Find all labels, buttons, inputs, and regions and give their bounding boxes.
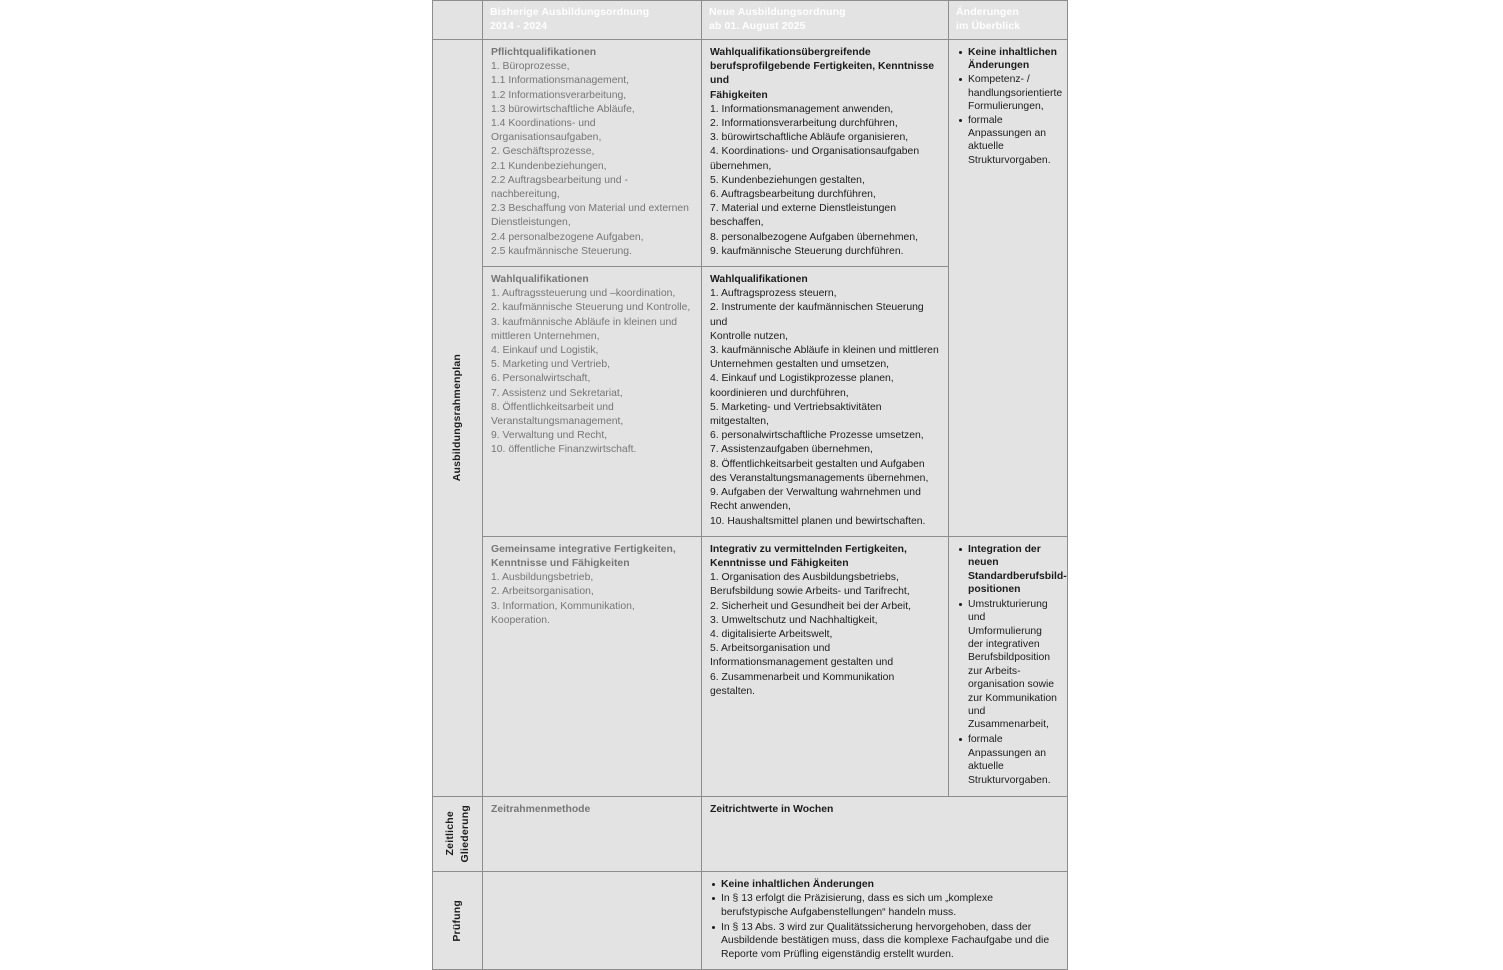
text-line: 2.3 Beschaffung von Material und externen [491,203,689,215]
side-label-zeitliche-line2: Gliederung [458,804,471,863]
text-line: Berufsbildung sowie Arbeits- und Tarifrecht, [710,586,910,598]
text-line: 1.1 Informationsmanagement, [491,75,630,87]
text-line: 5. Marketing- und Vertriebsaktivitäten [710,401,882,413]
new-integrativ-lines [710,571,940,699]
old-zeitrahmenmethode-title: Zeitrahmenmethode [491,803,591,815]
text-line: Veranstaltungsmanagement, [491,416,624,428]
text-line: 9. Verwaltung und Recht, [491,430,608,442]
text-line: 6. personalwirtschaftliche Prozesse umsetzen, [710,430,924,442]
old-pflicht-title: Pflichtqualifikationen [491,47,597,58]
cell-new-integrativ [702,536,949,796]
ausbildungsordnung-comparison-table [432,0,1068,970]
row-zeitliche-gliederung [433,796,1068,871]
text-line: Informationsmanagement gestalten und [710,657,894,669]
new-integrativ-title [710,543,940,571]
text-line: 4. digitalisierte Arbeitswelt, [710,628,833,640]
text-line: 6. Auftragsbearbeitung durchführen, [710,189,876,201]
row-integrative-fertigkeiten [433,536,1068,796]
text-line: Kontrolle nutzen, [710,330,788,342]
text-line: 5. Arbeitsorganisation und [710,643,831,655]
text-line: 1. Auftragsprozess steuern, [710,288,837,300]
text-line: 4. Einkauf und Logistik, [491,345,599,357]
cell-new-wahl [702,267,949,537]
text-line: 1. Informationsmanagement anwenden, [710,103,894,115]
text-line: 1.3 bürowirtschaftliche Abläufe, [491,103,635,115]
row-pflichtqualifikationen [433,40,1068,267]
changes-integrativ-list [957,543,1067,787]
table-header-row [433,1,1068,40]
text-line: des Veranstaltungsmanagements übernehmen, [710,472,929,484]
text-line: Kenntnisse und Fähigkeiten [491,557,630,569]
row-pruefung [433,871,1068,970]
text-line: 3. kaufmännische Abläufe in kleinen und [491,316,678,328]
text-line: mittleren Unternehmen, [491,330,600,342]
header-changes-line2: im Überblick [956,19,1021,32]
text-line: Recht anwenden, [710,501,791,513]
text-line: 3. bürowirtschaftliche Abläufe organisieren, [710,132,909,144]
text-line: 1. Ausbildungsbetrieb, [491,572,594,584]
text-line: 1.2 Informationsverarbeitung, [491,89,627,101]
side-label-pruefung [433,871,483,970]
text-line: 2.4 personalbezogene Aufgaben, [491,231,644,243]
old-wahl-lines [491,287,693,457]
text-line: 6. Zusammenarbeit und Kommunikation gestalten. [710,671,895,697]
text-line: mitgestalten, [710,416,769,428]
cell-changes-pruefung [702,871,1068,970]
text-line: 5. Marketing und Vertrieb, [491,359,610,371]
header-spacer-cell [433,1,483,40]
text-line: 8. Öffentlichkeitsarbeit und [491,401,614,413]
text-line: 8. Öffentlichkeitsarbeit gestalten und Aufgaben [710,458,925,470]
text-line: 9. kaufmännische Steuerung durchführen. [710,245,904,257]
text-line: 1. Organisation des Ausbildungsbetriebs, [710,572,899,584]
text-line: 1.4 Koordinations- und [491,118,596,130]
cell-old-wahl [483,267,702,537]
old-integrativ-title [491,543,693,571]
text-line: 2. Informationsverarbeitung durchführen, [710,118,898,130]
changes-pruefung-list [710,878,1059,961]
text-line: 3. Umweltschutz und Nachhaltigkeit, [710,614,878,626]
text-line: 7. Assistenz und Sekretariat, [491,387,623,399]
text-line: 6. Personalwirtschaft, [491,373,591,385]
side-label-zeitliche-gliederung [433,796,483,871]
header-old-line1: Bisherige Ausbildungsordnung [490,6,650,18]
bullet-item: formale Anpassungen an aktuelle Strukturvorgaben. [957,733,1059,787]
text-line: 10. Haushaltsmittel planen und bewirtschaften. [710,515,926,527]
header-old-ordinance [483,1,702,40]
cell-old-zeitrahmenmethode [483,796,702,871]
bullet-item: In § 13 Abs. 3 wird zur Qualitätssicherung hervorgehoben, dass der Ausbildende bestätigen muss, dass die komplexe Fachaufgabe und die Reporte vom Prüfling eigenständig erstellt wurden. [710,921,1059,961]
text-line: beschaffen, [710,217,764,229]
text-line: berufsprofilgebende Fertigkeiten, Kenntnisse und [710,61,935,87]
old-pflicht-lines [491,60,693,259]
cell-old-integrativ [483,536,702,796]
side-label-ausbildungsrahmenplan [433,40,483,797]
text-line: 2. kaufmännische Steuerung und Kontrolle, [491,302,691,314]
header-new-line1: Neue Ausbildungsordnung [709,6,846,18]
text-line: 4. Koordinations- und Organisationsaufgaben [710,146,920,158]
text-line: 5. Kundenbeziehungen gestalten, [710,174,865,186]
text-line: 9. Aufgaben der Verwaltung wahrnehmen und [710,487,921,499]
cell-changes-top [949,40,1068,537]
text-line: Wahlqualifikationsübergreifende [710,47,871,58]
old-integrativ-lines [491,571,693,628]
header-old-line2: 2014 - 2024 [490,19,548,32]
text-line: Organisationsaufgaben, [491,132,602,144]
text-line: 2. Geschäftsprozesse, [491,146,595,158]
side-label-zeitliche-gliederung-text [443,805,473,862]
side-label-ausbildungsrahmenplan-text: Ausbildungsrahmenplan [451,354,463,482]
text-line: 2. Instrumente der kaufmännischen Steuerung und [710,302,924,328]
text-line: 2. Sicherheit und Gesundheit bei der Arbeit, [710,600,912,612]
cell-old-pruefung [483,871,702,970]
text-line: Gemeinsame integrative Fertigkeiten, [491,543,676,555]
text-line: 2.5 kaufmännische Steuerung. [491,245,632,257]
cell-new-pflicht [702,40,949,267]
old-wahl-title: Wahlqualifikationen [491,274,589,286]
text-line: 10. öffentliche Finanzwirtschaft. [491,444,637,456]
text-line: Integrativ zu vermittelnden Fertigkeiten, [710,543,907,555]
text-line: Kenntnisse und Fähigkeiten [710,557,849,569]
new-zeitrichtwerte-title: Zeitrichtwerte in Wochen [710,803,834,815]
text-line: Fähigkeiten [710,89,768,101]
text-line: Dienstleistungen, [491,217,571,229]
text-line: 8. personalbezogene Aufgaben übernehmen, [710,231,918,243]
text-line: koordinieren und durchführen, [710,387,849,399]
text-line: 2. Arbeitsorganisation, [491,586,594,598]
header-new-ordinance [702,1,949,40]
bullet-item: Kompetenz- / handlungsorientierte Formulierungen, [957,73,1059,113]
bullet-item: In § 13 erfolgt die Präzisierung, dass es sich um „komplexe berufstypische Aufgabenstellungen“ handeln muss. [710,892,1059,919]
new-pflicht-lines [710,103,940,259]
cell-changes-integrativ [949,536,1068,796]
text-line: 2.1 Kundenbeziehungen, [491,160,607,172]
text-line: 2.2 Auftragsbearbeitung und -nachbereitung, [491,174,628,201]
header-changes-line1: Änderungen [956,6,1019,18]
new-pflicht-title [710,46,940,103]
side-label-pruefung-text: Prüfung [451,899,463,942]
cell-old-pflicht [483,40,702,267]
text-line: 7. Material und externe Dienstleistungen [710,203,896,215]
changes-top-list [957,46,1063,167]
header-new-line2: ab 01. August 2025 [709,19,806,32]
text-line: Wahlqualifikationen [710,274,808,286]
text-line: Unternehmen gestalten und umsetzen, [710,359,890,371]
side-label-zeitliche-line1: Zeitliche [443,811,456,856]
text-line: 7. Assistenzaufgaben übernehmen, [710,444,873,456]
text-line: 1. Auftragssteuerung und –koordination, [491,288,676,300]
text-line: 3. Information, Kommunikation, Kooperation. [491,600,635,626]
header-changes-overview [949,1,1068,40]
bullet-item: Keine inhaltlichen Änderungen [710,878,1059,891]
bullet-item: Keine inhaltlichen Änderungen [957,46,1059,72]
bullet-item: Integration der neuen Standardberufsbild-positionen [957,543,1059,597]
bullet-item: Umstrukturierung und Umformulierung der integrativen Berufsbildposition zur Arbeits-organisation sowie zur Kommunikation und Zusammenarbeit, [957,598,1059,732]
new-wahl-lines [710,287,940,528]
text-line: 1. Büroprozesse, [491,61,570,73]
text-line: 4. Einkauf und Logistikprozesse planen, [710,373,894,385]
text-line: übernehmen, [710,160,772,172]
bullet-item: formale Anpassungen an aktuelle Strukturvorgaben. [957,114,1059,167]
cell-new-zeitrichtwerte [702,796,1068,871]
text-line: 3. kaufmännische Abläufe in kleinen und mittleren [710,345,939,357]
new-wahl-title [710,273,940,287]
